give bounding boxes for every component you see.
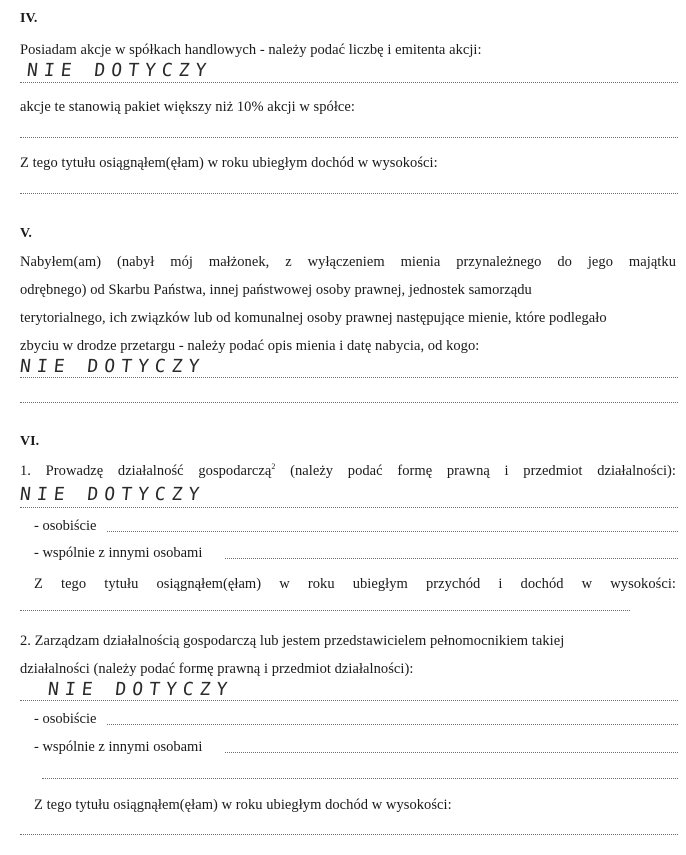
answer-line [20,402,678,403]
section-v-heading: V. [20,226,32,241]
personally-label: - osobiście [34,518,97,534]
item1-prompt-text: 1. Prowadzę działalność gospodarczą [20,463,272,479]
answer-line [20,193,678,194]
answer-line [225,558,678,559]
answer-line [20,507,678,508]
section-vi-item2-income: Z tego tytułu osiągnąłem(ęłam) w roku ubiegłym dochód w wysokości: [34,797,452,813]
section-v-answer: NIE DOTYCZY [18,356,207,377]
jointly-label: - wspólnie z innymi osobami [34,739,203,755]
answer-line [20,377,678,378]
answer-line [107,724,678,725]
answer-line [20,834,678,835]
section-vi-item1-income: Z tego tytułu osiągnąłem(ęłam) w roku ubiegłym przychód i dochód w wysokości: [34,576,676,592]
answer-line [20,137,678,138]
footnote-mark: 2 [271,462,276,471]
section-iv-heading: IV. [20,11,38,26]
answer-line [107,531,678,532]
section-vi-item2-line: działalności (należy podać formę prawną i przedmiot działalności): [20,661,414,677]
section-vi-item2-line: 2. Zarządzam działalnością gospodarczą lub jestem przedstawicielem pełnomocnikiem takiej [20,633,565,649]
section-v-text-line: terytorialnego, ich związków lub od komunalnej osoby prawnej następujące mienie, które podlegało [20,310,607,326]
jointly-label: - wspólnie z innymi osobami [34,545,203,561]
answer-line [225,752,678,753]
personally-label: - osobiście [34,711,97,727]
section-iv-income-prompt: Z tego tytułu osiągnąłem(ęłam) w roku ubiegłym dochód w wysokości: [20,155,438,171]
section-vi-heading: VI. [20,434,40,449]
answer-line [42,778,678,779]
section-vi-item1-answer: NIE DOTYCZY [18,484,207,505]
answer-line [20,700,678,701]
item1-prompt-text-cont: (należy podać formę prawną i przedmiot działalności): [275,463,676,479]
section-vi-item2-answer: NIE DOTYCZY [46,679,235,700]
section-v-text-line: odrębnego) od Skarbu Państwa, innej państwowej osoby prawnej, jednostek samorządu [20,282,532,298]
section-v-text-line: Nabyłem(am) (nabył mój małżonek, z wyłączeniem mienia przynależnego do jego majątku [20,254,676,270]
section-v-text-line: zbyciu w drodze przetargu - należy podać opis mienia i datę nabycia, od kogo: [20,338,480,354]
section-iv-packet-prompt: akcje te stanowią pakiet większy niż 10% akcji w spółce: [20,99,355,115]
section-vi-item1-prompt [20,463,676,479]
answer-line [20,610,630,611]
section-iv-shares-prompt: Posiadam akcje w spółkach handlowych - należy podać liczbę i emitenta akcji: [20,42,482,58]
answer-line [20,82,678,83]
section-iv-shares-answer: NIE DOTYCZY [25,60,214,81]
